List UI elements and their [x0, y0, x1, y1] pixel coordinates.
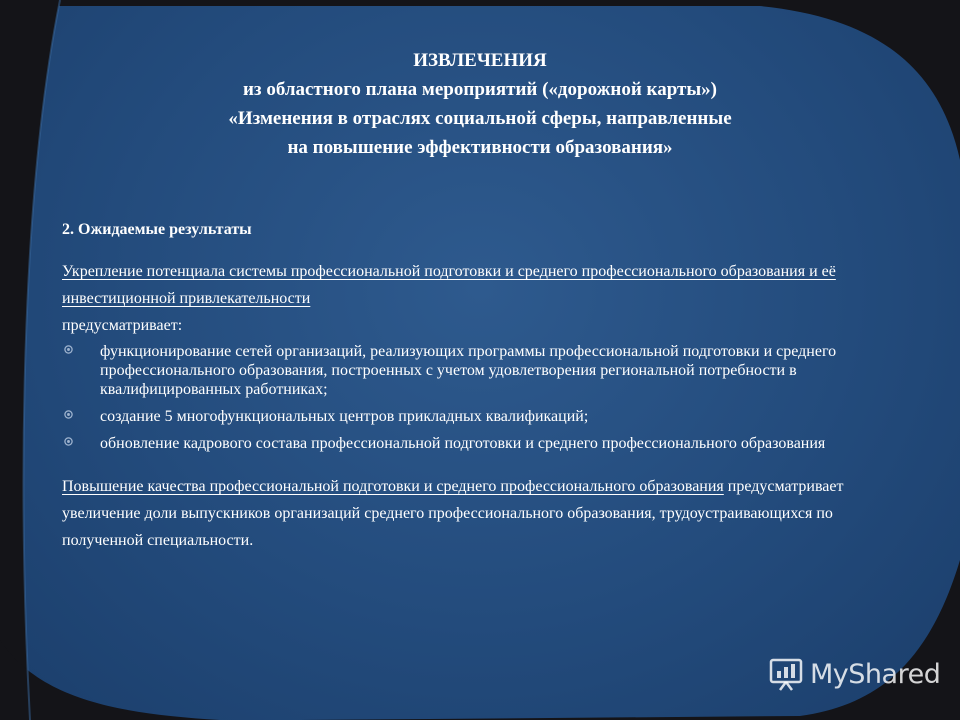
- list-item-text: обновление кадрового состава профессиональной подготовки и среднего профессионального образования: [100, 435, 826, 452]
- list-item-text: создание 5 многофункциональных центров прикладных квалификаций;: [100, 408, 589, 425]
- paragraph-text: предусматривает:: [62, 317, 183, 334]
- list-item: [62, 434, 882, 453]
- bullet-icon: [64, 345, 73, 354]
- list-item: [62, 342, 882, 399]
- slide-title: [90, 46, 870, 162]
- paragraph-text: предусматривает увеличение доли выпускников организаций среднего профессионального образования, трудоустраивающихся по полученной специальности.: [62, 478, 844, 549]
- bullet-icon: [64, 410, 73, 419]
- list-item: [62, 407, 882, 426]
- paragraph-strengthening: [62, 258, 882, 339]
- list-item-text: функционирование сетей организаций, реализующих программы профессиональной подготовки и среднего профессионального образования, построенных с учетом удовлетворения региональной потребности в квалифицированных работниках;: [100, 343, 837, 398]
- title-line: из областного плана мероприятий («дорожной карты»): [242, 79, 718, 100]
- title-line: ИЗВЛЕЧЕНИЯ: [413, 50, 547, 71]
- bullet-icon: [64, 437, 73, 446]
- title-line: «Изменения в отраслях социальной сферы, направленные: [228, 108, 732, 129]
- title-line: на повышение эффективности образования»: [287, 137, 673, 158]
- paragraph-quality: [62, 473, 882, 554]
- paragraph-underlined-text: Повышение качества профессиональной подготовки и среднего профессионального образования: [62, 478, 724, 495]
- section-heading: 2. Ожидаемые результаты: [62, 221, 252, 238]
- bullet-list: [62, 342, 882, 453]
- watermark-logo: [768, 656, 940, 692]
- watermark-text: MyShared: [810, 658, 941, 690]
- paragraph-underlined-text: Укрепление потенциала системы профессиональной подготовки и среднего профессионального образования и её инвестиционной привлекательности: [62, 263, 836, 307]
- slide-body: [62, 218, 882, 554]
- presentation-board-icon: [768, 656, 804, 692]
